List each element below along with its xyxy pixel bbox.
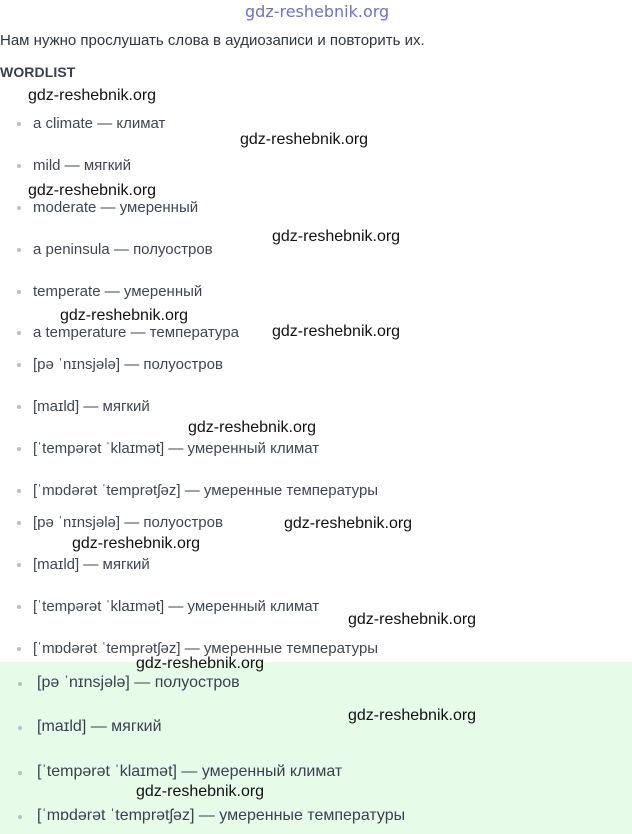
watermark: gdz-reshebnik.org (188, 419, 317, 436)
bullet-icon (17, 206, 21, 210)
bullet-icon (18, 815, 22, 819)
bullet-icon (17, 248, 21, 252)
word-entry: moderate — умеренный (33, 199, 199, 216)
bullet-icon (17, 521, 21, 525)
word-entry: [ˈtempərət ˈklaɪmət] — умеренный климат (33, 440, 320, 457)
wordlist-heading: WORDLIST (0, 64, 76, 80)
watermark: gdz-reshebnik.org (348, 707, 477, 724)
word-entry: [ˈmɒdərət ˈtemprətʃəz] — умеренные температуры (33, 482, 379, 499)
watermark: gdz-reshebnik.org (136, 655, 265, 672)
watermark: gdz-reshebnik.org (272, 228, 401, 245)
word-entry: [maɪld] — мягкий (37, 718, 162, 735)
bullet-icon (17, 647, 21, 651)
watermark: gdz-reshebnik.org (240, 131, 369, 148)
bullet-icon (17, 489, 21, 493)
bullet-icon (17, 447, 21, 451)
watermark: gdz-reshebnik.org (28, 87, 157, 104)
header-watermark: gdz-reshebnik.org (245, 2, 390, 21)
bullet-icon (17, 290, 21, 294)
watermark: gdz-reshebnik.org (272, 323, 401, 340)
bullet-icon (17, 164, 21, 168)
bullet-icon (17, 331, 21, 335)
bullet-icon (17, 122, 21, 126)
word-entry: [maɪld] — мягкий (33, 556, 150, 573)
word-entry: [pə ˈnɪnsjələ] — полуостров (33, 514, 223, 531)
bullet-icon (18, 726, 22, 730)
word-entry: mild — мягкий (33, 157, 132, 174)
word-entry: [maɪld] — мягкий (33, 398, 150, 415)
word-entry: [ˈtempərət ˈklaɪmət] — умеренный климат (37, 763, 343, 780)
bullet-icon (17, 563, 21, 567)
word-entry: [ˈtempərət ˈklaɪmət] — умеренный климат (33, 598, 320, 615)
word-entry: [ˈmɒdərət ˈtemprətʃəz] — умеренные температуры (37, 807, 406, 824)
bullet-icon (17, 363, 21, 367)
bullet-icon (17, 405, 21, 409)
bullet-icon (18, 682, 22, 686)
watermark: gdz-reshebnik.org (72, 535, 201, 552)
watermark: gdz-reshebnik.org (348, 611, 477, 628)
bullet-icon (17, 605, 21, 609)
word-entry: a temperature — температура (33, 324, 239, 341)
word-entry: temperate — умеренный (33, 283, 203, 300)
intro-text: Нам нужно прослушать слова в аудиозаписи и повторить их. (0, 32, 425, 49)
watermark: gdz-reshebnik.org (284, 515, 413, 532)
watermark: gdz-reshebnik.org (60, 307, 189, 324)
bullet-icon (18, 771, 22, 775)
word-entry: [pə ˈnɪnsjələ] — полуостров (33, 356, 223, 373)
word-entry: a climate — климат (33, 115, 166, 132)
word-entry: [pə ˈnɪnsjələ] — полуостров (37, 674, 240, 691)
word-entry: [ˈmɒdərət ˈtemprətʃəz] — умеренные температуры (33, 640, 379, 657)
word-entry: a peninsula — полуостров (33, 241, 213, 258)
watermark: gdz-reshebnik.org (28, 182, 157, 199)
watermark: gdz-reshebnik.org (136, 783, 265, 800)
